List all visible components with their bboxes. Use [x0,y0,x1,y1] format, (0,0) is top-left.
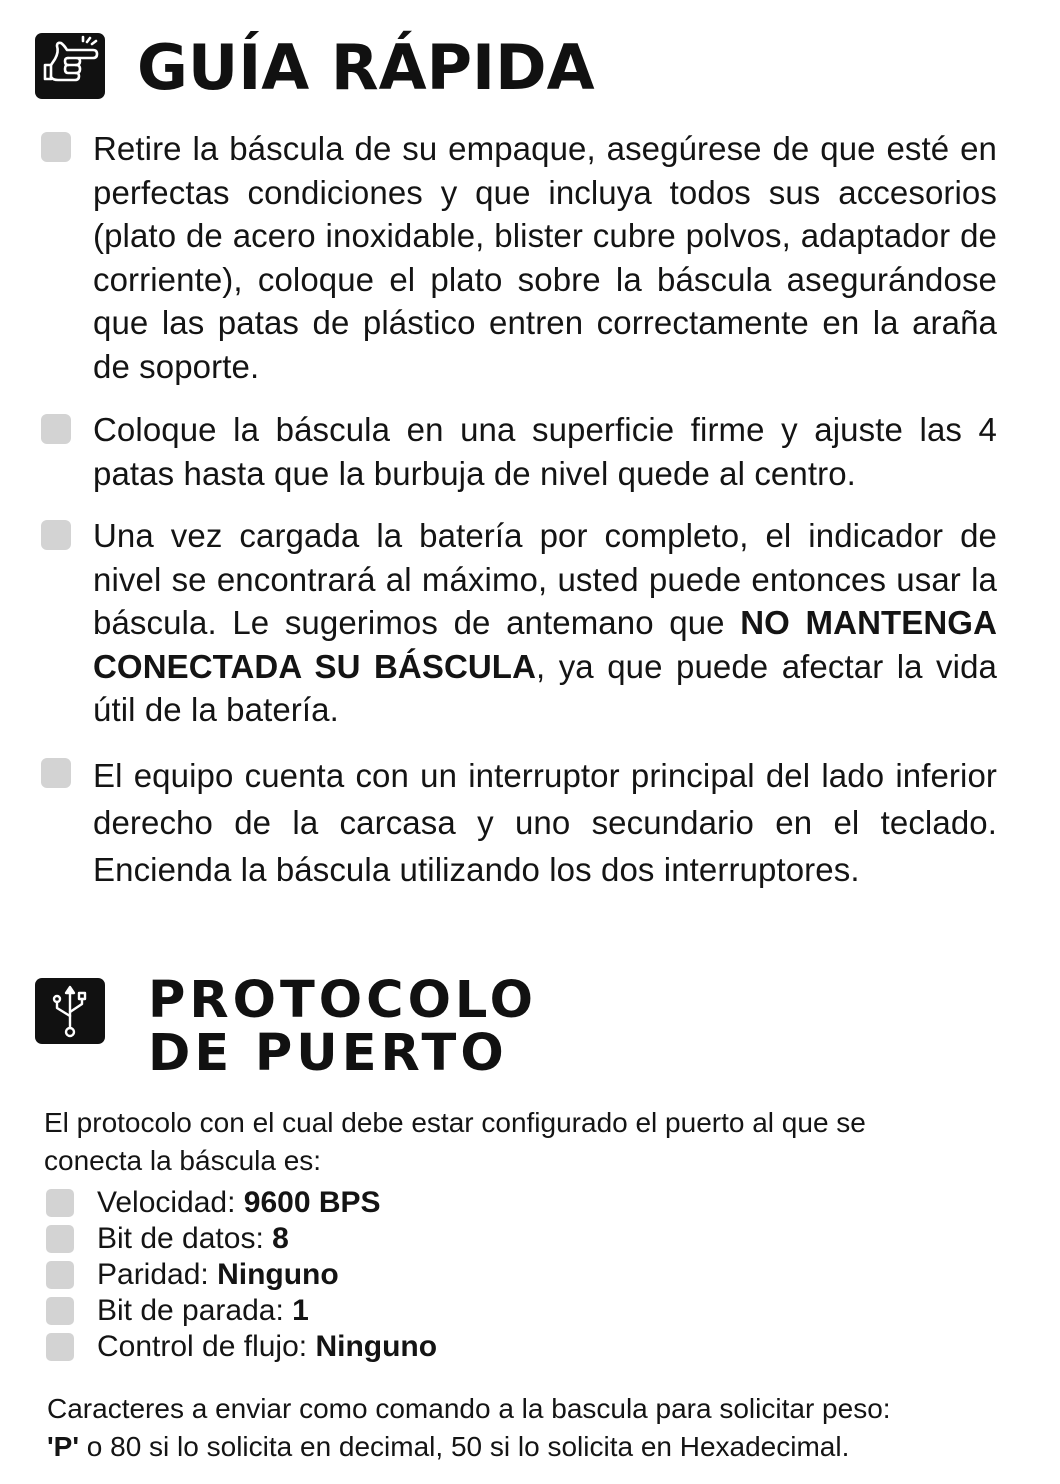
instruction-text-end: , ya que puede afectar la vida útil de la batería. [93,647,997,728]
setting-data-bits [97,1221,289,1257]
section-title [148,971,537,1083]
list-bullet [46,1189,74,1217]
section-title-line2: DE PUERTO [148,1024,508,1083]
setting-value: 1 [292,1294,309,1327]
section-title-line1: PROTOCOLO [148,971,537,1030]
setting-stop-bit [97,1293,309,1329]
setting-label: Paridad: [97,1258,218,1291]
list-bullet [41,132,71,162]
protocol-intro: El protocolo con el cual debe estar configurado el puerto al que se conecta la báscula es: [44,1107,866,1176]
setting-value: Ninguno [217,1258,339,1291]
setting-value: Ninguno [315,1330,438,1363]
command-code: 'P' [47,1431,79,1462]
page-title: GUÍA RÁPIDA [137,31,595,104]
pointing-hand-icon [35,33,105,99]
list-bullet [46,1297,74,1325]
list-bullet [41,758,71,788]
list-bullet [46,1333,74,1361]
command-intro: Caracteres a enviar como comando a la bascula para solicitar peso: [47,1393,891,1424]
setting-label: Bit de parada: [97,1294,293,1327]
instruction-text-start: Una vez cargada la batería por completo, el indicador de nivel se encontrará al máximo, usted puede entonces usar la báscula. Le sugerimos de antemano que [93,517,997,641]
setting-flow-control [97,1329,437,1365]
usb-icon [35,978,105,1044]
battery-warning: NO MANTENGA CONECTADA SU BÁSCULA [93,604,997,685]
instruction-text [93,514,997,732]
setting-parity [97,1257,339,1293]
list-bullet [41,414,71,444]
setting-label: Bit de datos: [97,1222,273,1255]
setting-value: 8 [272,1222,289,1255]
instruction-text: El equipo cuenta con un interruptor principal del lado inferior derecho de la carcasa y uno secundario en el teclado. Encienda la báscula utilizando los dos interruptores. [93,757,997,888]
command-instructions [47,1390,1037,1466]
instruction-text: Retire la báscula de su empaque, asegúrese de que esté en perfectas condiciones y que incluya todos sus accesorios (plato de acero inoxidable, blister cubre polvos, adaptador de corriente), coloque el plato sobre la báscula asegurándose que las patas de plástico entren correctamente en la araña de soporte. [93,130,997,385]
list-bullet [46,1261,74,1289]
instruction-text: Coloque la báscula en una superficie firme y ajuste las 4 patas hasta que la burbuja de nivel quede al centro. [93,411,997,492]
list-bullet [46,1225,74,1253]
command-detail: o 80 si lo solicita en decimal, 50 si lo solicita en Hexadecimal. [79,1431,850,1462]
setting-value: 9600 BPS [243,1186,381,1219]
setting-label: Velocidad: [97,1186,244,1219]
setting-speed [97,1185,381,1221]
list-bullet [41,520,71,550]
setting-label: Control de flujo: [97,1330,316,1363]
